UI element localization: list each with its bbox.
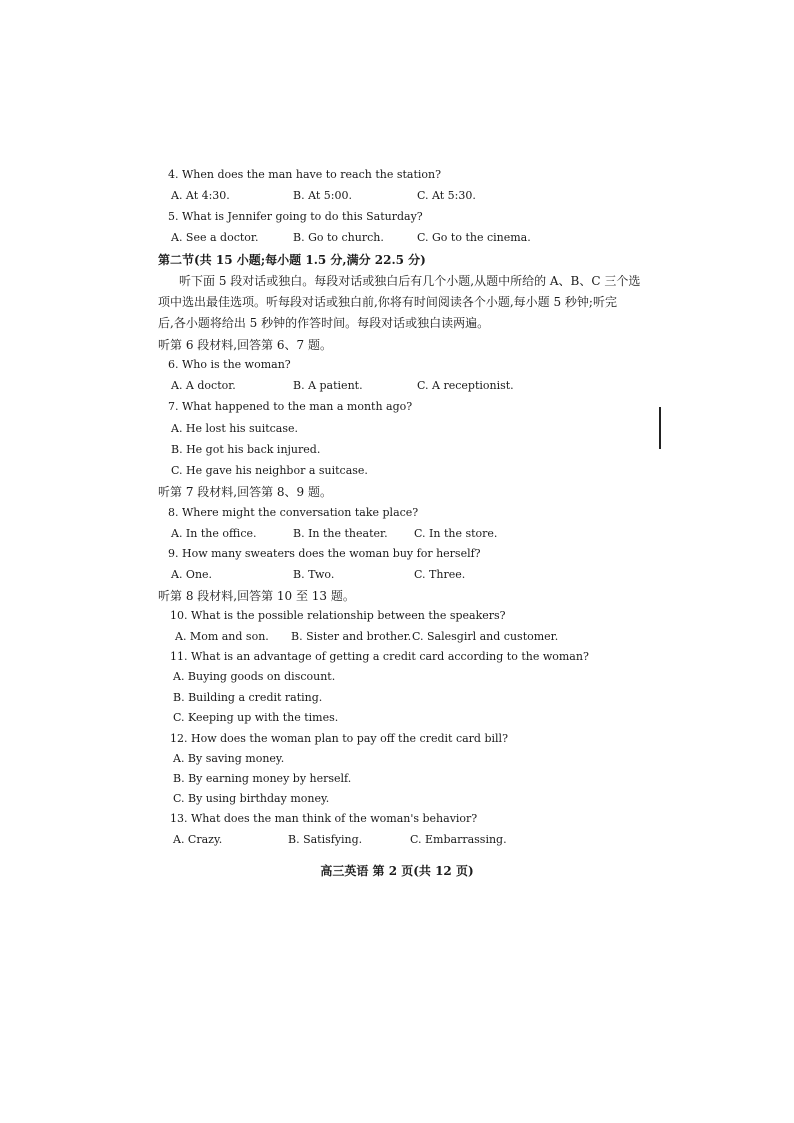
question-4-option-b: B. At 5:00.: [293, 189, 352, 202]
question-8-option-b: B. In the theater.: [293, 527, 388, 540]
question-13-option-a: A. Crazy.: [173, 833, 223, 846]
question-11-stem: 11. What is an advantage of getting a credit card according to the woman?: [170, 650, 589, 663]
question-6-stem: 6. Who is the woman?: [168, 358, 291, 371]
question-5-option-c: C. Go to the cinema.: [417, 231, 531, 244]
question-6-option-b: B. A patient.: [293, 379, 363, 392]
question-10-option-c: C. Salesgirl and customer.: [412, 630, 559, 643]
material-6-instruction: 听第 6 段材料,回答第 6、7 题。: [158, 338, 332, 352]
section-2-instructions-line-2: 项中选出最佳选项。听每段对话或独白前,你将有时间阅读各个小题,每小题 5 秒钟;听完: [158, 295, 617, 309]
question-9-stem: 9. How many sweaters does the woman buy for herself?: [168, 547, 481, 560]
question-9-option-b: B. Two.: [293, 568, 335, 581]
question-12-option-a: A. By saving money.: [173, 752, 285, 765]
question-4-stem: 4. When does the man have to reach the station?: [168, 168, 442, 181]
page-footer: 高三英语 第 2 页(共 12 页): [320, 864, 474, 878]
question-8-option-c: C. In the store.: [414, 527, 498, 540]
question-12-option-c: C. By using birthday money.: [173, 792, 330, 805]
question-13-option-b: B. Satisfying.: [288, 833, 363, 846]
section-2-heading: 第二节(共 15 小题;每小题 1.5 分,满分 22.5 分): [158, 253, 426, 267]
question-8-stem: 8. Where might the conversation take place?: [168, 506, 419, 519]
question-7-option-c: C. He gave his neighbor a suitcase.: [171, 464, 368, 477]
question-9-option-c: C. Three.: [414, 568, 466, 581]
material-8-instruction: 听第 8 段材料,回答第 10 至 13 题。: [158, 589, 355, 603]
question-5-option-b: B. Go to church.: [293, 231, 384, 244]
question-4-option-a: A. At 4:30.: [171, 189, 230, 202]
question-7-option-b: B. He got his back injured.: [171, 443, 321, 456]
section-2-instructions-line-1: 听下面 5 段对话或独白。每段对话或独白后有几个小题,从题中所给的 A、B、C 三个选: [179, 274, 641, 288]
question-11-option-c: C. Keeping up with the times.: [173, 711, 339, 724]
question-4-option-c: C. At 5:30.: [417, 189, 476, 202]
question-11-option-b: B. Building a credit rating.: [173, 691, 323, 704]
question-11-option-a: A. Buying goods on discount.: [173, 670, 336, 683]
question-10-stem: 10. What is the possible relationship between the speakers?: [170, 609, 506, 622]
question-8-option-a: A. In the office.: [171, 527, 257, 540]
question-5-stem: 5. What is Jennifer going to do this Saturday?: [168, 210, 423, 223]
question-7-option-a: A. He lost his suitcase.: [171, 422, 299, 435]
question-10-option-a: A. Mom and son.: [175, 630, 269, 643]
question-6-option-a: A. A doctor.: [171, 379, 236, 392]
scan-margin-mark: [659, 407, 661, 449]
question-7-stem: 7. What happened to the man a month ago?: [168, 400, 413, 413]
question-12-stem: 12. How does the woman plan to pay off the credit card bill?: [170, 732, 508, 745]
section-2-instructions-line-3: 后,各小题将给出 5 秒钟的作答时间。每段对话或独白读两遍。: [158, 316, 490, 330]
question-13-stem: 13. What does the man think of the woman's behavior?: [170, 812, 478, 825]
question-6-option-c: C. A receptionist.: [417, 379, 514, 392]
question-12-option-b: B. By earning money by herself.: [173, 772, 352, 785]
question-5-option-a: A. See a doctor.: [171, 231, 259, 244]
question-13-option-c: C. Embarrassing.: [410, 833, 507, 846]
question-10-option-b: B. Sister and brother.: [291, 630, 412, 643]
material-7-instruction: 听第 7 段材料,回答第 8、9 题。: [158, 485, 332, 499]
question-9-option-a: A. One.: [171, 568, 213, 581]
